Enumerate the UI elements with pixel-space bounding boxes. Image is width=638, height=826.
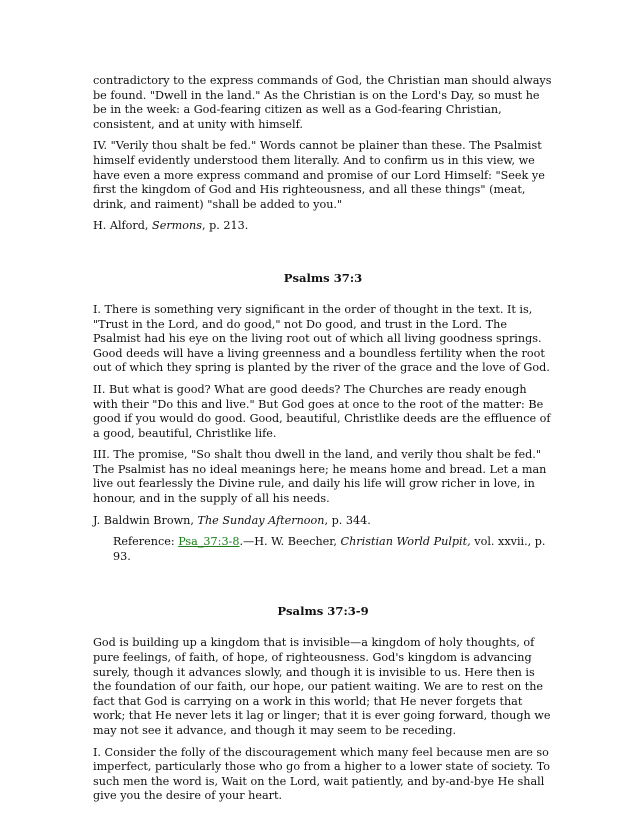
reference-prefix: Reference: — [113, 535, 179, 549]
reference-link[interactable]: Psa_37:3-8 — [178, 535, 240, 549]
citation-title: The Sunday Afternoon — [197, 513, 325, 527]
document-page — [93, 74, 553, 811]
citation-author: H. Alford, — [93, 219, 153, 233]
paragraph-point-ii: II. But what is good? What are good deeds? The Churches are ready enough with their "Do this and live." But God goes at once to the root of the matter: Be good if you would do good. Good, beautiful, Christlike deeds are the effluence of a good, beautiful, Christlike life. — [93, 382, 551, 440]
section-heading-psalms-37-3: Psalms 37:3 — [283, 270, 363, 285]
citation-baldwin-brown — [93, 514, 553, 529]
paragraph-point-i: I. There is something very significant in the order of thought in the text. It is, "Trust in the Lord, and do good," not Do good, and trust in the Lord. The Psalmist had his eye on the living root out of which all living goodness springs. Good deeds will have a living greenness and a boundless fertility when the root out of which they spring is planted by the river of the grace and the love of God. — [93, 302, 550, 375]
paragraph-point-iv: IV. "Verily thou shalt be fed." Words cannot be plainer than these. The Psalmist himself evidently understood them literally. And to confirm us in this view, we have even a more express command and promise of our Lord Himself: "Seek ye first the kingdom of God and His righteousness, and all these things" (meat, drink, and raiment) "shall be added to you." — [93, 139, 545, 211]
paragraph-continuation: contradictory to the express commands of God, the Christian man should always be found. "Dwell in the land." As the Christian is on the Lord's Day, so must he be in the week: a God-fearing citizen as well as a God-fearing Christian, consistent, and at unity with himself. — [93, 74, 552, 131]
reference-author: .—H. W. Beecher, — [239, 535, 341, 549]
section-heading-psalms-37-3-9: Psalms 37:3-9 — [277, 604, 369, 619]
citation-author: J. Baldwin Brown, — [93, 513, 198, 527]
citation-page: , p. 344. — [324, 513, 371, 527]
citation-alford — [93, 219, 553, 234]
reference-line — [93, 535, 553, 564]
paragraph-kingdom: God is building up a kingdom that is invisible—a kingdom of holy thoughts, of pure feelings, of faith, of hope, of righteousness. God's kingdom is advancing surely, though it advances slowly, and though it is invisible to us. Here then is the foundation of our faith, our hope, our patient waiting. We are to rest on the fact that God is carrying on a work in this world; that He never forgets that work; that He never lets it lag or linger; that it is ever going forward, though we may not see it advance, and though it may seem to be receding. — [93, 636, 551, 737]
reference-volume: vol. xxvii., p. 93. — [113, 535, 546, 563]
paragraph-point-iii: III. The promise, "So shalt thou dwell in the land, and verily thou shalt be fed." The Psalmist has no ideal meanings here; he means home and bread. Let a man live out fearlessly the Divine rule, and daily his life will grow richer in love, in honour, and in the supply of all his needs. — [93, 448, 547, 506]
citation-title: Sermons — [152, 219, 202, 233]
citation-page: , p. 213. — [201, 219, 249, 233]
reference-title: Christian World Pulpit, — [340, 535, 471, 549]
paragraph-point-i-folly: I. Consider the folly of the discouragement which many feel because men are so imperfect, particularly those who go from a higher to a lower state of society. To such men the word is, Wait on the Lord, wait patiently, and by-and-bye He shall give you the desire of your heart. — [93, 745, 551, 803]
